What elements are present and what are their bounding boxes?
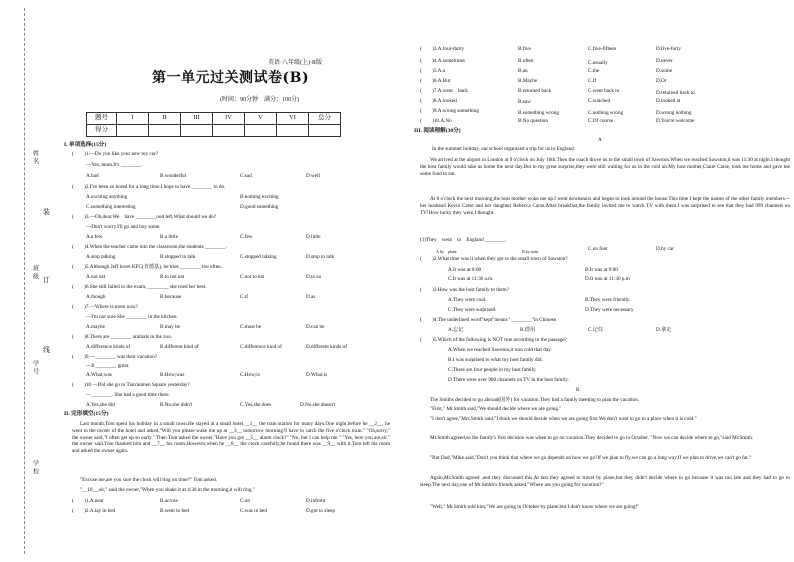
passage-label: B	[576, 387, 580, 393]
option[interactable]: B.Maybe	[518, 78, 538, 84]
cloze-passage-line: "__10__,sir," said the owner,"When you shake it at 4:30 in the morning,it will ring."	[80, 487, 255, 493]
score-input-cell[interactable]	[181, 125, 213, 137]
option[interactable]: C.sad	[240, 173, 252, 179]
option[interactable]: C.usually	[588, 60, 608, 66]
side-label-class: 班级	[31, 265, 38, 281]
reading-question: (1)They went to England ________.	[420, 237, 508, 243]
cloze-passage: Last month,Tom spent his holiday in a small town.He stayed at a small hotel.__1__ the train station for many days.One night,before he __2__, he went to the owner of the hotel and asked,"Will you please wake me up at __3__ tomorrow morning?I have to catch the five o'clock train." "Oh,sorry," the owner said,"I often get up so early." Then Tom asked the owner,"Have you got __5__ alarm clock?" "No, but I can help me." "Yes, here you are,sir." the owner said.Tom thanked him and __7__ his room.However,when he __8__ the clock carefully,he found there was __9__ with it.Tom left his room and asked the owner again.	[72, 421, 390, 454]
option[interactable]: D.good something	[240, 204, 279, 210]
cloze-question: ( )6.A.But	[420, 78, 451, 84]
option[interactable]: B.five	[518, 46, 531, 52]
option[interactable]: D.infront	[306, 498, 326, 504]
option[interactable]: B.I was surprised to what my host family did.	[448, 357, 543, 363]
option[interactable]: B.No,she didn't	[160, 402, 193, 408]
option[interactable]: B.something wrong	[518, 110, 559, 116]
cloze-passage-line: "Excuse me,are you sure the clock will ring on time?" Tom asked.	[80, 477, 218, 483]
passage-label: A	[598, 137, 602, 143]
page-title: 第一单元过关测试卷(B)	[152, 70, 310, 86]
section-title: I. 单项选择(15分)	[64, 142, 107, 148]
side-label-number: 学号	[31, 360, 38, 376]
passage-paragraph: At 8 o'clock the next morning,the host mother woke me up.I went downstairs and began to look around the house.This time I kept the names of the other family members—her husband Kevin Carse and her daughter Rebecca Carse.After breakfast,the family invited me to watch TV with them.I was surprised to see that they had 999 channels on TV!How lucky they were,I thought.	[420, 196, 790, 216]
passage-paragraph: "First," Mr.Smith said,"We should decide where we are going."	[430, 406, 562, 412]
passage-paragraph: Again,Mr.Smith agreed ,and they discussed this.At last they agreed to travel by plane,but they didn't decide where to go because it was too late and they had to go to sleep.The next day,one of Mr.Smith's friends asked,"Where are you going for vacation?"	[420, 475, 790, 488]
side-label-name: 姓名	[31, 150, 38, 166]
option[interactable]: A.exciting anything	[86, 194, 128, 200]
option[interactable]: C.Of course	[588, 118, 614, 124]
question-stem: ( )10.—Did she go to Tian'anmen Square yesterday?	[72, 382, 190, 388]
score-value-row	[87, 125, 341, 137]
option[interactable]: C.on	[240, 498, 250, 504]
option[interactable]: D.There were over 900 channels on TV in the host family.	[448, 377, 569, 383]
score-input-cell[interactable]	[277, 125, 309, 137]
option[interactable]: A.bad	[86, 173, 99, 179]
option[interactable]: A.maybe	[86, 324, 105, 330]
option[interactable]: C.on foot	[588, 246, 608, 252]
score-input-cell[interactable]	[213, 125, 245, 137]
option[interactable]: D.No,she doesn't	[300, 402, 336, 408]
option[interactable]: C.few	[240, 234, 253, 240]
option[interactable]: D.Or	[656, 78, 667, 84]
score-cell: 题号	[87, 113, 117, 125]
score-cell: I	[117, 113, 149, 125]
cloze-question: ( )10.A.No	[420, 118, 452, 124]
option[interactable]: D.as	[306, 294, 316, 300]
question-stem: ( )1.—Do you like your new toy car?	[72, 151, 159, 157]
option[interactable]: D.by car	[656, 246, 674, 252]
reading-question: ( )4.The underlined word"kept"means" ________"in Chinese.	[420, 317, 558, 323]
score-cell: 得分	[87, 125, 117, 137]
question-stem: ( )5.Although Jeff loves KFC(肯德基), he tries ________ too often.	[72, 264, 222, 270]
reading-question: ( )3.How was the host family to them?	[420, 287, 509, 293]
question-stem: ( )8.There are ________ animals in the zoo.	[72, 334, 172, 340]
cut-word-2: 订	[43, 276, 50, 284]
option[interactable]: B.may be	[160, 324, 180, 330]
side-label-school: 学校	[31, 460, 38, 476]
cloze-question: ( )9.A.wrong something	[420, 108, 479, 114]
cloze-question: ( )1.A.near	[72, 498, 104, 504]
option[interactable]: C.the	[588, 68, 600, 74]
option[interactable]: A.stop talking	[86, 254, 116, 260]
reading-question: ( )5.Which of the following is NOT true according to the passage?	[420, 337, 567, 343]
passage-paragraph: "I don't agree,"Mrs.Smith said,"I think we should decide when we are going first.We don't want to go to a place when it is cold."	[430, 416, 697, 422]
option[interactable]: C.记住	[588, 327, 604, 333]
option[interactable]: D.looked at	[656, 98, 681, 104]
option[interactable]: B.How;was	[160, 372, 185, 378]
option[interactable]: B.saw	[518, 99, 531, 105]
option[interactable]: B.wonderful	[160, 173, 187, 179]
option[interactable]: A.When we reached Sawston,it was cold that day.	[448, 347, 552, 353]
option[interactable]: B.They were friendly.	[585, 297, 631, 303]
option[interactable]: D.some	[656, 68, 672, 74]
score-header-row	[87, 113, 341, 125]
question-stem-2: —________. She had a good time there.	[86, 392, 170, 398]
question-stem: ( )9.—________ was their vacation?	[72, 354, 157, 360]
option[interactable]: B.nothing exciting	[240, 194, 279, 200]
option[interactable]: C.if	[240, 294, 248, 300]
option[interactable]: C.watched	[588, 98, 611, 104]
score-cell: II	[149, 113, 181, 125]
time-score-line: (时间：90分钟 满分：100分)	[220, 97, 299, 103]
option[interactable]: C.was in bed	[240, 508, 267, 514]
option[interactable]: B.different kind of	[160, 344, 199, 350]
option[interactable]: C.nothing wrong	[588, 110, 624, 116]
option[interactable]: C.Yes,she does	[240, 402, 272, 408]
question-stem: ( )3.—Oh,dear.We have ________ood left.What should we do?	[72, 214, 217, 220]
option[interactable]: B.a little	[160, 234, 178, 240]
cut-word-3: 线	[43, 346, 50, 354]
passage-paragraph: The Smiths decided to go abroad(国外) for vacation.They had a family meeting to plan the vacation.	[430, 397, 640, 403]
option[interactable]: B.because	[160, 294, 182, 300]
option[interactable]: B.借用	[520, 327, 536, 333]
reading-question: ( )2.What time was it when they got to the small town of Sawston?	[420, 256, 568, 262]
cloze-question: ( )8.A.looked	[420, 98, 457, 104]
subject-line: 英语·八年级(上)·R版	[268, 60, 322, 66]
cloze-question: ( )5.A.a	[420, 68, 446, 74]
option[interactable]: D.拿走	[656, 327, 672, 333]
cloze-question: ( )3.A.four-thirty	[420, 46, 465, 52]
option[interactable]: D.different kinds of	[306, 344, 347, 350]
option[interactable]: C.They were surprised.	[448, 307, 497, 313]
option[interactable]: A.It was at 8:00	[448, 267, 482, 273]
score-input-cell[interactable]	[245, 125, 277, 137]
option[interactable]: A.difference kinds of	[86, 344, 131, 350]
option[interactable]: C.difference kind of	[240, 344, 282, 350]
score-input-cell[interactable]	[149, 125, 181, 137]
option[interactable]: D.little	[306, 234, 321, 240]
option[interactable]: B.across	[160, 498, 178, 504]
option[interactable]: A.a few	[86, 234, 103, 240]
option[interactable]: B.No question	[518, 118, 548, 124]
cut-line	[24, 8, 25, 554]
option[interactable]: D.never	[656, 58, 673, 64]
passage-paragraph: "But Dad,"Mike said,"Don't you think that where we go depends on how we go?If we plan to fly,we can go a long way.If we plan to drive,we can't go far."	[430, 455, 751, 461]
score-table	[86, 112, 341, 137]
option[interactable]: C.How;is	[240, 372, 260, 378]
question-stem: ( )2.I've been so bored for a long time.I hope to have ________ to do.	[72, 184, 226, 190]
score-cell: III	[181, 113, 213, 125]
option[interactable]: D.stop to talk	[306, 254, 335, 260]
option[interactable]: A.by plane	[436, 249, 457, 254]
option[interactable]: D.can be	[306, 324, 325, 330]
option[interactable]: B.returned back	[518, 88, 552, 94]
section-title: III. 阅读理解(30分)	[414, 128, 461, 134]
passage-intro: In the summer holiday, our school organized a trip for us to England.	[432, 146, 576, 152]
option[interactable]: B.stopped to talk	[160, 254, 196, 260]
option[interactable]: A.though	[86, 294, 106, 300]
question-stem: ( )7.—Where is mom now?	[72, 304, 138, 310]
score-cell: 总分	[309, 113, 341, 125]
option[interactable]: A.not eat	[86, 274, 106, 280]
passage-paragraph: We arrived at the airport in London at 9 o'clock on July 16th.Then the coach drove us to the small town of Sawston.When we reached Sawston,it was 11:30 at night.I thought the host family would take us home the next day.But to my great surprise,they were still waiting for us in the cold air.My host mother,Claire Carse, took me home and gave me some food to eat.	[420, 157, 790, 177]
option[interactable]: D.wrong nothing	[656, 110, 692, 116]
option[interactable]: A.They were cool.	[448, 297, 487, 303]
option[interactable]: D.returned back to	[656, 90, 695, 96]
option[interactable]: D.It was at 11:30 p.m	[585, 276, 630, 282]
option[interactable]: C.If	[588, 78, 597, 84]
score-cell: V	[245, 113, 277, 125]
option[interactable]: C.went back to	[588, 88, 620, 94]
option[interactable]: A.What;was	[86, 372, 112, 378]
score-input-cell[interactable]	[309, 125, 341, 137]
section-title: II. 完形填空(15分)	[64, 411, 109, 417]
question-stem-2: —It ________ great.	[86, 363, 130, 369]
option[interactable]: C.something interesting	[86, 204, 136, 210]
question-stem: ( )4.When the teacher came into the classroom,the students ________.	[72, 244, 227, 250]
option[interactable]: B.often	[518, 58, 534, 64]
option[interactable]: D.got to sleep	[306, 508, 335, 514]
option[interactable]: D.They were necessary	[585, 307, 634, 313]
option[interactable]: C.not to eat	[240, 274, 265, 280]
binding-strip	[0, 0, 52, 562]
option[interactable]: B.went to bed	[160, 508, 189, 514]
cloze-question: ( )2.A.lay in bed	[72, 508, 116, 514]
option[interactable]: C.five-fifteen	[588, 46, 617, 52]
option[interactable]: A.Yes,she did	[86, 402, 115, 408]
score-cell: VI	[277, 113, 309, 125]
option[interactable]: C.must be	[240, 324, 262, 330]
passage-paragraph: Mr.Smith agreed,so the family's first decision was when to go on vacation.They decided to go in October. "Now we can decide where to go,"said Mr.Smith.	[430, 435, 754, 441]
option[interactable]: D.five-forty	[656, 46, 681, 52]
option[interactable]: D.to ea	[306, 274, 321, 280]
option[interactable]: A.忘记	[448, 327, 464, 333]
passage-paragraph: "Well," Mr.Smith told him,"We are going in October by plane,but I don't know where we are going!"	[430, 504, 640, 510]
cloze-question: ( )7.A.went back	[420, 88, 468, 94]
option[interactable]: D.well	[306, 173, 320, 179]
option[interactable]: B.It was at 9:00	[585, 267, 618, 273]
question-stem-2: —Don't worry.I'll go and buy some.	[86, 224, 161, 230]
option[interactable]: C.There are four people in my host family.	[448, 367, 537, 373]
option[interactable]: B.by train	[522, 249, 538, 254]
question-stem: ( )6.She still failed in the exam, ________ she tried her best.	[72, 284, 207, 290]
option[interactable]: B.an	[518, 68, 528, 74]
cloze-question: ( )4.A.sometimes	[420, 58, 465, 64]
score-cell: IV	[213, 113, 245, 125]
option[interactable]: D.What;is	[306, 372, 328, 378]
cut-word-1: 装	[43, 208, 50, 216]
option[interactable]: D.You're welcome	[656, 118, 695, 124]
option[interactable]: C.stopped talking	[240, 254, 277, 260]
question-stem-2: —I'm not sure.She ________ in the kitchen.	[86, 314, 178, 320]
option[interactable]: C.It was at 11:30 a.m.	[448, 276, 494, 282]
score-input-cell[interactable]	[117, 125, 149, 137]
option[interactable]: B.to not eat	[160, 274, 185, 280]
question-stem-2: —Yes, mom.It's ________.	[86, 162, 143, 168]
